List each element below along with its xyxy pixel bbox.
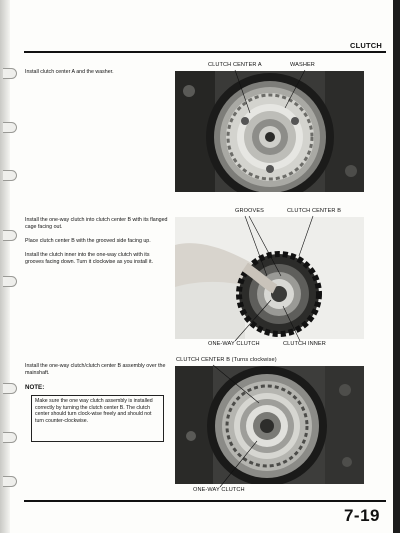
punch-hole — [3, 170, 17, 181]
step-1-text: Install clutch center A and the washer. — [25, 69, 114, 75]
punch-hole — [3, 476, 17, 487]
step-2-text: Install the one-way clutch into clutch center B with its flanged cage facing out. — [25, 217, 168, 230]
punch-hole — [3, 122, 17, 133]
fig3-leader-lines — [175, 363, 364, 489]
header-rule — [24, 51, 386, 53]
section-title: CLUTCH — [349, 41, 382, 50]
label-grooves: GROOVES — [235, 208, 264, 214]
page-number: 7-19 — [343, 506, 380, 525]
note-box — [31, 395, 164, 442]
label-clutch-center-b-turns: CLUTCH CENTER B (Turns clockwise) — [176, 357, 277, 363]
punch-hole — [3, 383, 17, 394]
label-clutch-inner: CLUTCH INNER — [283, 341, 326, 347]
label-washer: WASHER — [290, 62, 315, 68]
punch-hole — [3, 276, 17, 287]
binding-shadow — [0, 0, 10, 533]
fig2-leader-lines — [175, 214, 364, 344]
step-5-text: Install the one-way clutch/clutch center B assembly over the mainshaft. — [25, 363, 166, 376]
label-one-way-clutch: ONE-WAY CLUTCH — [208, 341, 260, 347]
step-4-text: Install the clutch inner into the one-way clutch with its grooves facing down. Turn it clockwise as you install it. — [25, 252, 154, 265]
label-clutch-center-b: CLUTCH CENTER B — [287, 208, 342, 214]
page-edge — [393, 0, 400, 533]
punch-hole — [3, 68, 17, 79]
note-label: NOTE: — [25, 384, 45, 391]
label-clutch-center-a: CLUTCH CENTER A — [208, 62, 262, 68]
punch-hole — [3, 230, 17, 241]
note-text: Make sure the one way clutch assembly is installed correctly by turning the clutch center B. The clutch center should turn clock-wise freely and should not turn counter-clockwise. — [35, 398, 153, 424]
label-one-way-clutch-installed: ONE-WAY CLUTCH — [193, 487, 245, 493]
step-3-text: Place clutch center B with the grooved side facing up. — [25, 238, 151, 244]
footer-rule — [24, 500, 386, 502]
fig1-leader-lines — [175, 68, 364, 128]
punch-hole — [3, 432, 17, 443]
